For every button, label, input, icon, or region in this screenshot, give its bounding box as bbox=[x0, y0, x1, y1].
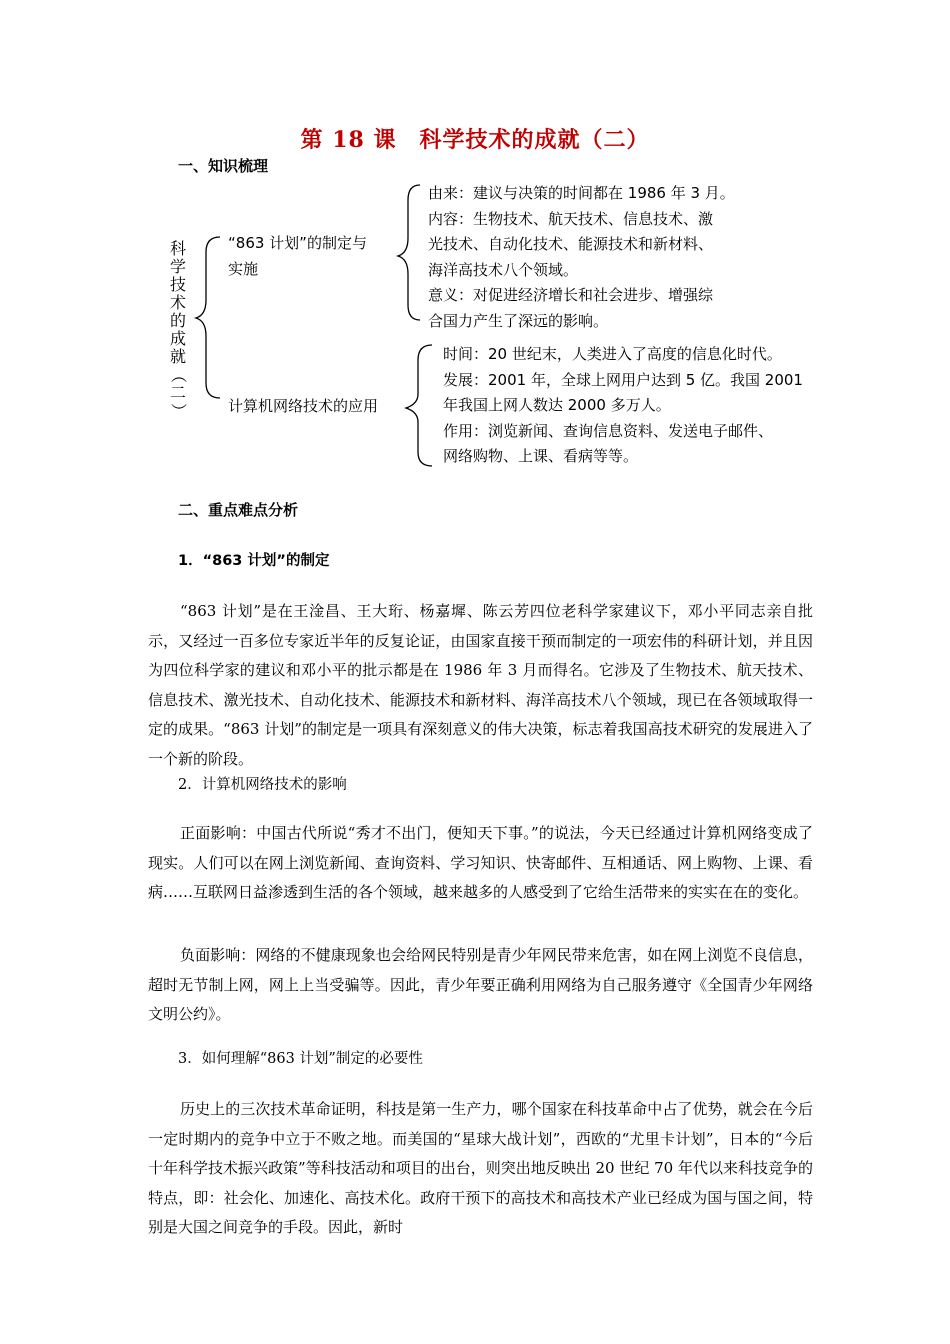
diagram-item-line: 光技术、自动化技术、能源技术和新材料、 bbox=[428, 235, 714, 253]
branch-network-items bbox=[443, 342, 803, 470]
page-title: 第 18 课 科学技术的成就（二） bbox=[300, 127, 650, 153]
root-char: 术 bbox=[169, 293, 186, 312]
diagram-item-line: 发展：2001 年，全球上网用户达到 5 亿。我国 2001 bbox=[443, 370, 803, 389]
diagram-item-line: 海洋高技术八个领域。 bbox=[428, 260, 579, 279]
diagram-item-line: 时间：20 世纪末，人类进入了高度的信息化时代。 bbox=[443, 345, 782, 363]
diagram-item-line: 由来：建议与决策的时间都在 1986 年 3 月。 bbox=[428, 184, 735, 202]
branch-863-line2: 实施 bbox=[228, 259, 259, 278]
subheading-necessity: 3．如何理解“863 计划”制定的必要性 bbox=[178, 1051, 423, 1067]
paragraph-negative-impact: 负面影响：网络的不健康现象也会给网民特别是青少年网民带来危害，如在网上浏览不良信息，超时无节制上网，网上上当受骗等。因此，青少年要正确利用网络为自己服务遵守《全国青少年网络文明公约》。 bbox=[148, 946, 813, 1023]
subheading-863-plan: 1．“863 计划”的制定 bbox=[178, 553, 330, 569]
branch-network-label: 计算机网络技术的应用 bbox=[228, 397, 379, 415]
diagram-item-line: 年我国上网人数达 2000 多万人。 bbox=[443, 396, 671, 414]
paragraph-863-plan: “863 计划”是在王淦昌、王大珩、杨嘉墀、陈云芳四位老科学家建议下，邓小平同志亲自批示，又经过一百多位专家近半年的反复论证，由国家直接干预而制定的一项宏伟的科研计划，并且因为四位科学家的建议和邓小平的批示都是在 1986 年 3 月而得名。它涉及了生物技术、航天技术、信息技术、激光技术、自动化技术、能源技术和新材料、海洋高技术八个领域，现已在各领域取得一定的成果。“863 计划”的制定是一项具有深刻意义的伟大决策，标志着我国高技术研究的发展进入了一个新的阶段。 bbox=[148, 602, 813, 768]
diagram-item-line: 意义：对促进经济增长和社会进步、增强综 bbox=[428, 286, 714, 304]
root-char: 的 bbox=[169, 311, 186, 330]
root-char: ） bbox=[169, 402, 188, 419]
branch-863-items bbox=[428, 181, 735, 334]
root-char: 二 bbox=[169, 383, 186, 402]
section-heading-analysis: 二、重点难点分析 bbox=[178, 501, 299, 519]
root-char: 技 bbox=[169, 275, 186, 294]
subheading-network-impact: 2．计算机网络技术的影响 bbox=[178, 777, 347, 793]
root-char: 成 bbox=[169, 329, 186, 348]
root-char: 就 bbox=[169, 347, 186, 366]
paragraph-necessity: 历史上的三次技术革命证明，科技是第一生产力，哪个国家在科技革命中占了优势，就会在今后一定时期内的竞争中立于不败之地。而美国的“星球大战计划”，西欧的“尤里卡计划”，日本的“今后十年科学技术振兴政策”等科技活动和项目的出台，则突出地反映出 20 世纪 70 年代以来科技竞争的特点，即：社会化、加速化、高技术化。政府干预下的高技术和高技术产业已经成为国与国之间，特别是大国之间竞争的手段。因此，新时 bbox=[148, 1100, 813, 1236]
section-heading-knowledge: 一、知识梳理 bbox=[178, 157, 269, 175]
branch-863-label bbox=[228, 231, 367, 282]
root-char: 科 bbox=[169, 239, 186, 258]
root-char: 学 bbox=[169, 257, 186, 276]
diagram-item-line: 网络购物、上课、看病等等。 bbox=[443, 447, 639, 465]
root-char: （ bbox=[169, 366, 188, 383]
branch-863-line1: “863 计划”的制定与 bbox=[228, 234, 367, 252]
diagram-item-line: 合国力产生了深远的影响。 bbox=[428, 311, 609, 330]
diagram-item-line: 作用：浏览新闻、查询信息资料、发送电子邮件、 bbox=[443, 421, 774, 440]
paragraph-positive-impact: 正面影响：中国古代所说“秀才不出门，便知天下事。”的说法，今天已经通过计算机网络变成了现实。人们可以在网上浏览新闻、查询资料、学习知识、快寄邮件、互相通话、网上购物、上课、看病……互联网日益渗透到生活的各个领域，越来越多的人感受到了它给生活带来的实实在在的变化。 bbox=[148, 824, 813, 901]
diagram-item-line: 内容：生物技术、航天技术、信息技术、激 bbox=[428, 209, 714, 228]
